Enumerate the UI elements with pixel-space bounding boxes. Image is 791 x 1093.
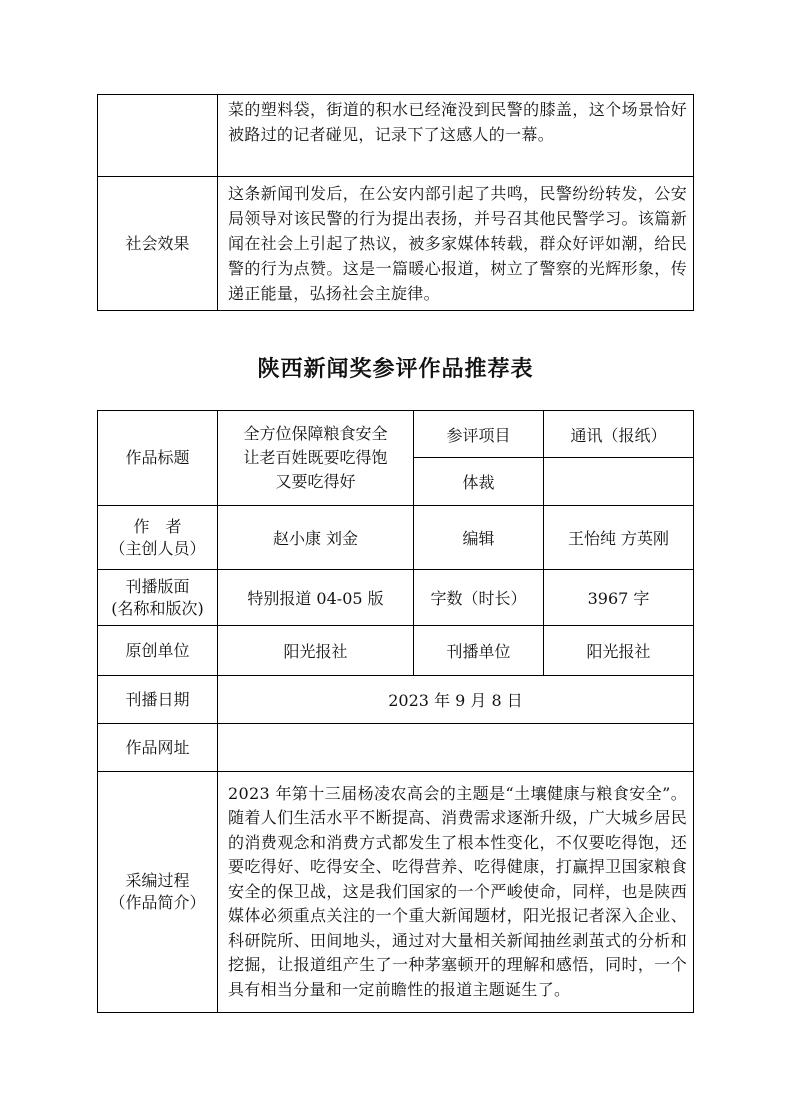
editor-label: 编辑 <box>414 506 544 570</box>
process-label-line-1: 采编过程 <box>125 871 190 890</box>
origin-value: 阳光报社 <box>218 626 414 676</box>
social-effect-text: 这条新闻刊发后，在公安内部引起了共鸣，民警纷纷转发，公安局领导对该民警的行为提出表扬，并号召其他民警学习。该篇新闻在社会上引起了热议，被多家媒体转载，群众好评如潮，给民警的行为点赞。这是一篇暖心报道，树立了警察的光辉形象，传递正能量，弘扬社会主旋律。 <box>218 177 694 311</box>
social-effect-label: 社会效果 <box>98 177 218 311</box>
date-value: 2023 年 9 月 8 日 <box>218 676 694 724</box>
category-value: 通讯（报纸） <box>544 411 694 458</box>
work-title-line-1: 全方位保障粮食安全 <box>243 424 388 443</box>
publisher-label: 刊播单位 <box>414 626 544 676</box>
edition-value: 特别报道 04-05 版 <box>218 570 414 626</box>
edition-label-line-1: 刊播版面 <box>125 576 190 596</box>
page-title: 陕西新闻奖参评作品推荐表 <box>257 357 534 382</box>
table-row <box>98 724 694 772</box>
origin-label: 原创单位 <box>98 626 218 676</box>
recommendation-form <box>97 410 694 1013</box>
genre-value <box>544 458 694 506</box>
work-title-label: 作品标题 <box>98 411 218 506</box>
editor-value: 王怡纯 方英刚 <box>544 506 694 570</box>
process-text: 2023 年第十三届杨凌农高会的主题是“土壤健康与粮食安全”。随着人们生活水平不断提高、消费需求逐渐升级，广大城乡居民的消费观念和消费方式都发生了根本性变化，不仅要吃得饱，还要吃得好、吃得安全、吃得营养、吃得健康，打赢捍卫国家粮食安全的保卫战，这是我们国家的一个严峻使命，同样，也是陕西媒体必须重点关注的一个重大新闻题材，阳光报记者深入企业、科研院所、田间地头，通过对大量相关新闻抽丝剥茧式的分析和挖掘，让报道组产生了一种茅塞顿开的理解和感悟，同时，一个具有相当分量和一定前瞻性的报道主题诞生了。 <box>218 772 694 1013</box>
publisher-value: 阳光报社 <box>544 626 694 676</box>
table-row <box>98 676 694 724</box>
author-label <box>98 506 218 570</box>
wordcount-label: 字数（时长） <box>414 570 544 626</box>
edition-label <box>98 570 218 626</box>
work-title-line-3: 又要吃得好 <box>275 472 356 491</box>
table-row <box>98 626 694 676</box>
genre-label: 体裁 <box>414 458 544 506</box>
story-continuation-text: 菜的塑料袋，街道的积水已经淹没到民警的膝盖，这个场景恰好被路过的记者碰见，记录下了这感人的一幕。 <box>218 95 694 177</box>
table-row <box>98 411 694 458</box>
author-label-line-2: （主创人员） <box>109 538 206 558</box>
table-row <box>98 95 694 177</box>
table-row <box>98 177 694 311</box>
process-label-line-2: （作品简介） <box>109 893 206 912</box>
work-title-value <box>218 411 414 506</box>
work-title-line-2: 让老百姓既要吃得饱 <box>243 448 388 467</box>
continued-table <box>97 94 694 311</box>
date-label: 刊播日期 <box>98 676 218 724</box>
url-label: 作品网址 <box>98 724 218 772</box>
category-label: 参评项目 <box>414 411 544 458</box>
table-row <box>98 570 694 626</box>
author-value: 赵小康 刘金 <box>218 506 414 570</box>
table-row <box>98 506 694 570</box>
author-label-line-1: 作 者 <box>133 516 182 536</box>
edition-label-line-2: (名称和版次) <box>111 598 204 618</box>
url-value <box>218 724 694 772</box>
wordcount-value: 3967 字 <box>544 570 694 626</box>
empty-label-cell <box>98 95 218 177</box>
table-row <box>98 772 694 1013</box>
process-label <box>98 772 218 1013</box>
